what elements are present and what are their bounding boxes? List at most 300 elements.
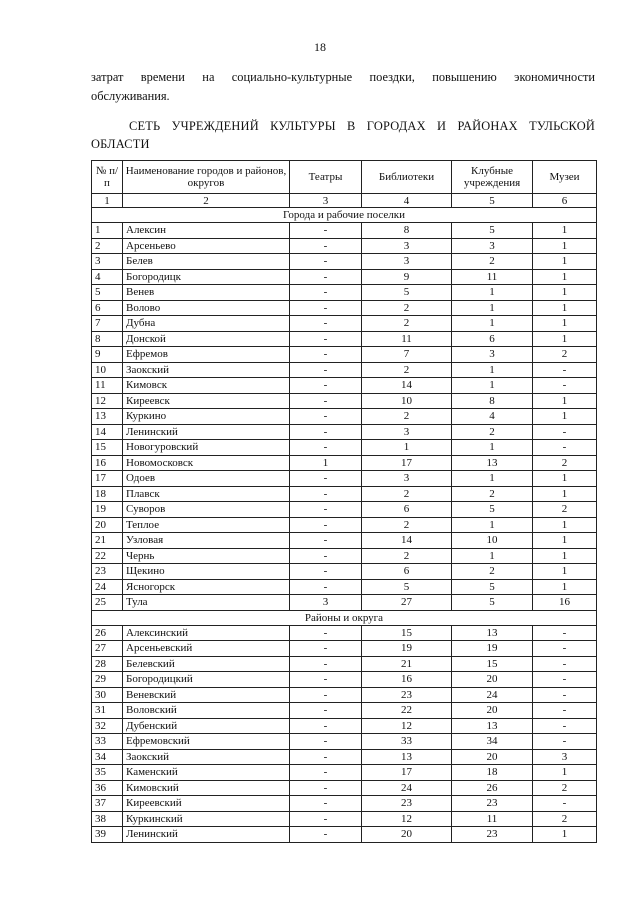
row-number: 19	[92, 502, 123, 518]
row-clubs: 1	[452, 440, 533, 456]
row-museums: 1	[533, 548, 597, 564]
row-name: Алексинский	[123, 625, 290, 641]
row-clubs: 5	[452, 579, 533, 595]
row-number: 6	[92, 300, 123, 316]
row-theatres: -	[290, 641, 362, 657]
row-libraries: 23	[362, 796, 452, 812]
row-libraries: 24	[362, 780, 452, 796]
row-name: Новомосковск	[123, 455, 290, 471]
row-number: 37	[92, 796, 123, 812]
row-theatres: -	[290, 300, 362, 316]
row-name: Каменский	[123, 765, 290, 781]
row-name: Веневский	[123, 687, 290, 703]
row-libraries: 2	[362, 362, 452, 378]
row-name: Плавск	[123, 486, 290, 502]
row-museums: 1	[533, 533, 597, 549]
column-number: 1	[92, 194, 123, 208]
row-museums: 1	[533, 254, 597, 270]
row-libraries: 7	[362, 347, 452, 363]
row-theatres: -	[290, 734, 362, 750]
row-clubs: 2	[452, 486, 533, 502]
row-museums: 1	[533, 285, 597, 301]
row-name: Воловский	[123, 703, 290, 719]
table-row	[92, 734, 597, 750]
column-number: 5	[452, 194, 533, 208]
table-row	[92, 672, 597, 688]
row-museums: -	[533, 796, 597, 812]
table-row	[92, 362, 597, 378]
row-name: Ефремовский	[123, 734, 290, 750]
row-clubs: 6	[452, 331, 533, 347]
row-libraries: 22	[362, 703, 452, 719]
table-row	[92, 300, 597, 316]
row-name: Новогуровский	[123, 440, 290, 456]
row-museums: -	[533, 440, 597, 456]
row-name: Ленинский	[123, 424, 290, 440]
row-theatres: -	[290, 765, 362, 781]
row-theatres: -	[290, 548, 362, 564]
culture-institutions-table	[91, 160, 597, 843]
row-clubs: 1	[452, 471, 533, 487]
row-museums: -	[533, 362, 597, 378]
row-name: Одоев	[123, 471, 290, 487]
row-number: 27	[92, 641, 123, 657]
table-row	[92, 347, 597, 363]
row-name: Донской	[123, 331, 290, 347]
header-theatres: Театры	[290, 161, 362, 194]
row-number: 31	[92, 703, 123, 719]
row-clubs: 1	[452, 378, 533, 394]
row-libraries: 15	[362, 625, 452, 641]
table-row	[92, 502, 597, 518]
table-row	[92, 316, 597, 332]
row-museums: 1	[533, 765, 597, 781]
table-row	[92, 455, 597, 471]
row-museums: -	[533, 656, 597, 672]
row-theatres: 3	[290, 595, 362, 611]
row-libraries: 9	[362, 269, 452, 285]
row-number: 11	[92, 378, 123, 394]
row-clubs: 13	[452, 718, 533, 734]
row-name: Арсеньевский	[123, 641, 290, 657]
table-row	[92, 393, 597, 409]
row-libraries: 20	[362, 827, 452, 843]
row-libraries: 5	[362, 285, 452, 301]
column-number: 6	[533, 194, 597, 208]
row-name: Кимовский	[123, 780, 290, 796]
row-libraries: 3	[362, 424, 452, 440]
row-theatres: -	[290, 269, 362, 285]
row-theatres: -	[290, 347, 362, 363]
row-name: Дубна	[123, 316, 290, 332]
row-name: Киреевск	[123, 393, 290, 409]
row-name: Узловая	[123, 533, 290, 549]
row-museums: -	[533, 378, 597, 394]
row-number: 26	[92, 625, 123, 641]
row-museums: 1	[533, 331, 597, 347]
row-libraries: 1	[362, 440, 452, 456]
row-libraries: 2	[362, 548, 452, 564]
row-museums: -	[533, 734, 597, 750]
row-number: 32	[92, 718, 123, 734]
table-row	[92, 471, 597, 487]
row-museums: 1	[533, 300, 597, 316]
row-libraries: 19	[362, 641, 452, 657]
row-clubs: 8	[452, 393, 533, 409]
header-clubs: Клубные учреждения	[452, 161, 533, 194]
row-clubs: 2	[452, 564, 533, 580]
row-libraries: 2	[362, 409, 452, 425]
row-name: Ясногорск	[123, 579, 290, 595]
row-clubs: 20	[452, 703, 533, 719]
row-theatres: -	[290, 378, 362, 394]
table-header-row	[92, 161, 597, 194]
row-museums: 2	[533, 780, 597, 796]
row-number: 38	[92, 811, 123, 827]
row-clubs: 11	[452, 269, 533, 285]
intro-line-1: затрат времени на социально-культурные поездки, повышению экономичности	[91, 70, 595, 84]
table-row	[92, 827, 597, 843]
row-name: Арсеньево	[123, 238, 290, 254]
table-row	[92, 718, 597, 734]
row-libraries: 2	[362, 316, 452, 332]
row-museums: 2	[533, 502, 597, 518]
row-number: 2	[92, 238, 123, 254]
row-museums: 1	[533, 223, 597, 239]
row-museums: -	[533, 625, 597, 641]
row-theatres: -	[290, 625, 362, 641]
row-name: Волово	[123, 300, 290, 316]
row-libraries: 3	[362, 471, 452, 487]
section-row	[92, 208, 597, 223]
row-theatres: -	[290, 564, 362, 580]
table-row	[92, 656, 597, 672]
row-name: Чернь	[123, 548, 290, 564]
row-number: 24	[92, 579, 123, 595]
row-museums: 1	[533, 579, 597, 595]
header-libraries: Библиотеки	[362, 161, 452, 194]
row-theatres: -	[290, 502, 362, 518]
row-libraries: 21	[362, 656, 452, 672]
row-libraries: 33	[362, 734, 452, 750]
row-name: Щекино	[123, 564, 290, 580]
row-clubs: 23	[452, 827, 533, 843]
table-body	[92, 194, 597, 843]
row-number: 17	[92, 471, 123, 487]
row-theatres: -	[290, 331, 362, 347]
row-clubs: 20	[452, 672, 533, 688]
row-theatres: -	[290, 533, 362, 549]
row-number: 13	[92, 409, 123, 425]
table-row	[92, 564, 597, 580]
row-clubs: 34	[452, 734, 533, 750]
row-libraries: 27	[362, 595, 452, 611]
table-row	[92, 625, 597, 641]
table-row	[92, 269, 597, 285]
header-number: № п/п	[92, 161, 123, 194]
row-number: 3	[92, 254, 123, 270]
row-name: Белев	[123, 254, 290, 270]
row-number: 30	[92, 687, 123, 703]
row-theatres: -	[290, 223, 362, 239]
row-museums: -	[533, 672, 597, 688]
row-libraries: 6	[362, 564, 452, 580]
table-row	[92, 765, 597, 781]
row-libraries: 12	[362, 811, 452, 827]
row-museums: 1	[533, 393, 597, 409]
table-row	[92, 749, 597, 765]
table-row	[92, 424, 597, 440]
table-row	[92, 517, 597, 533]
row-theatres: -	[290, 517, 362, 533]
table-row	[92, 703, 597, 719]
row-clubs: 5	[452, 502, 533, 518]
row-clubs: 1	[452, 548, 533, 564]
row-number: 15	[92, 440, 123, 456]
row-theatres: -	[290, 440, 362, 456]
row-name: Заокский	[123, 362, 290, 378]
row-number: 20	[92, 517, 123, 533]
row-theatres: -	[290, 656, 362, 672]
row-theatres: -	[290, 409, 362, 425]
row-libraries: 2	[362, 300, 452, 316]
row-number: 16	[92, 455, 123, 471]
row-museums: 3	[533, 749, 597, 765]
row-libraries: 14	[362, 533, 452, 549]
row-clubs: 10	[452, 533, 533, 549]
row-museums: 1	[533, 827, 597, 843]
row-libraries: 14	[362, 378, 452, 394]
row-museums: 1	[533, 564, 597, 580]
table-row	[92, 331, 597, 347]
row-theatres: -	[290, 749, 362, 765]
row-number: 33	[92, 734, 123, 750]
table-row	[92, 548, 597, 564]
row-museums: 2	[533, 811, 597, 827]
row-libraries: 2	[362, 486, 452, 502]
heading-line-2: ОБЛАСТИ	[91, 137, 150, 151]
row-number: 23	[92, 564, 123, 580]
row-name: Тула	[123, 595, 290, 611]
row-theatres: -	[290, 703, 362, 719]
row-number: 35	[92, 765, 123, 781]
table-row	[92, 285, 597, 301]
row-number: 4	[92, 269, 123, 285]
row-number: 34	[92, 749, 123, 765]
row-museums: -	[533, 687, 597, 703]
row-number: 28	[92, 656, 123, 672]
row-theatres: -	[290, 424, 362, 440]
row-museums: 1	[533, 238, 597, 254]
row-museums: -	[533, 703, 597, 719]
row-number: 5	[92, 285, 123, 301]
section-title: Города и рабочие поселки	[92, 208, 597, 223]
row-museums: 1	[533, 486, 597, 502]
row-clubs: 26	[452, 780, 533, 796]
row-number: 22	[92, 548, 123, 564]
row-clubs: 1	[452, 316, 533, 332]
row-libraries: 3	[362, 238, 452, 254]
row-name: Кимовск	[123, 378, 290, 394]
row-name: Венев	[123, 285, 290, 301]
row-libraries: 2	[362, 517, 452, 533]
row-theatres: -	[290, 811, 362, 827]
row-theatres: -	[290, 285, 362, 301]
column-number: 2	[123, 194, 290, 208]
row-libraries: 8	[362, 223, 452, 239]
row-name: Киреевский	[123, 796, 290, 812]
row-clubs: 19	[452, 641, 533, 657]
row-museums: 2	[533, 455, 597, 471]
row-number: 39	[92, 827, 123, 843]
row-clubs: 2	[452, 254, 533, 270]
row-clubs: 5	[452, 223, 533, 239]
row-name: Суворов	[123, 502, 290, 518]
row-clubs: 18	[452, 765, 533, 781]
row-museums: -	[533, 641, 597, 657]
row-theatres: -	[290, 316, 362, 332]
row-theatres: -	[290, 687, 362, 703]
table-row	[92, 486, 597, 502]
row-libraries: 17	[362, 455, 452, 471]
row-museums: 1	[533, 471, 597, 487]
table-row	[92, 254, 597, 270]
row-theatres: -	[290, 238, 362, 254]
row-theatres: -	[290, 827, 362, 843]
table-row	[92, 796, 597, 812]
row-number: 29	[92, 672, 123, 688]
row-clubs: 11	[452, 811, 533, 827]
row-name: Заокский	[123, 749, 290, 765]
row-theatres: -	[290, 718, 362, 734]
row-clubs: 20	[452, 749, 533, 765]
table-row	[92, 378, 597, 394]
row-museums: -	[533, 718, 597, 734]
table-row	[92, 687, 597, 703]
row-libraries: 10	[362, 393, 452, 409]
row-number: 12	[92, 393, 123, 409]
row-name: Богородицкий	[123, 672, 290, 688]
row-name: Куркино	[123, 409, 290, 425]
row-number: 21	[92, 533, 123, 549]
table-row	[92, 238, 597, 254]
row-number: 7	[92, 316, 123, 332]
row-theatres: -	[290, 254, 362, 270]
row-clubs: 24	[452, 687, 533, 703]
row-clubs: 15	[452, 656, 533, 672]
table-row	[92, 780, 597, 796]
page-number: 18	[314, 40, 326, 54]
section-title: Районы и округа	[92, 610, 597, 625]
row-name: Белевский	[123, 656, 290, 672]
row-libraries: 11	[362, 331, 452, 347]
row-number: 36	[92, 780, 123, 796]
row-libraries: 13	[362, 749, 452, 765]
row-clubs: 1	[452, 362, 533, 378]
row-number: 18	[92, 486, 123, 502]
row-clubs: 4	[452, 409, 533, 425]
row-theatres: -	[290, 672, 362, 688]
row-museums: 2	[533, 347, 597, 363]
intro-paragraph	[91, 68, 595, 106]
row-clubs: 1	[452, 517, 533, 533]
table-row	[92, 409, 597, 425]
row-name: Куркинский	[123, 811, 290, 827]
row-libraries: 3	[362, 254, 452, 270]
row-theatres: -	[290, 796, 362, 812]
row-clubs: 3	[452, 238, 533, 254]
row-name: Алексин	[123, 223, 290, 239]
column-number: 3	[290, 194, 362, 208]
row-name: Дубенский	[123, 718, 290, 734]
table-row	[92, 533, 597, 549]
table-row	[92, 440, 597, 456]
row-name: Ефремов	[123, 347, 290, 363]
row-clubs: 1	[452, 285, 533, 301]
row-museums: 1	[533, 316, 597, 332]
table-row	[92, 595, 597, 611]
row-museums: 1	[533, 517, 597, 533]
row-theatres: -	[290, 486, 362, 502]
row-number: 14	[92, 424, 123, 440]
header-museums: Музеи	[533, 161, 597, 194]
row-museums: 1	[533, 269, 597, 285]
section-row	[92, 610, 597, 625]
row-museums: -	[533, 424, 597, 440]
header-name: Наименование городов и районов, округов	[123, 161, 290, 194]
row-libraries: 16	[362, 672, 452, 688]
table-row	[92, 223, 597, 239]
row-museums: 1	[533, 409, 597, 425]
row-libraries: 12	[362, 718, 452, 734]
table-row	[92, 579, 597, 595]
row-museums: 16	[533, 595, 597, 611]
row-clubs: 5	[452, 595, 533, 611]
row-theatres: -	[290, 393, 362, 409]
row-number: 9	[92, 347, 123, 363]
row-clubs: 13	[452, 625, 533, 641]
row-clubs: 2	[452, 424, 533, 440]
heading-line-1: СЕТЬ УЧРЕЖДЕНИЙ КУЛЬТУРЫ В ГОРОДАХ И РАЙОНАХ ТУЛЬСКОЙ	[129, 119, 595, 133]
row-libraries: 23	[362, 687, 452, 703]
row-theatres: -	[290, 780, 362, 796]
table-row	[92, 641, 597, 657]
row-theatres: 1	[290, 455, 362, 471]
row-libraries: 17	[362, 765, 452, 781]
row-clubs: 13	[452, 455, 533, 471]
row-theatres: -	[290, 362, 362, 378]
table-row	[92, 811, 597, 827]
row-libraries: 6	[362, 502, 452, 518]
row-name: Теплое	[123, 517, 290, 533]
row-name: Богородицк	[123, 269, 290, 285]
column-numbers-row	[92, 194, 597, 208]
row-theatres: -	[290, 579, 362, 595]
row-clubs: 23	[452, 796, 533, 812]
row-clubs: 3	[452, 347, 533, 363]
row-number: 25	[92, 595, 123, 611]
table-heading	[91, 117, 595, 153]
row-number: 8	[92, 331, 123, 347]
row-theatres: -	[290, 471, 362, 487]
row-clubs: 1	[452, 300, 533, 316]
row-libraries: 5	[362, 579, 452, 595]
intro-line-2: обслуживания.	[91, 89, 170, 103]
row-name: Ленинский	[123, 827, 290, 843]
row-number: 10	[92, 362, 123, 378]
row-number: 1	[92, 223, 123, 239]
column-number: 4	[362, 194, 452, 208]
